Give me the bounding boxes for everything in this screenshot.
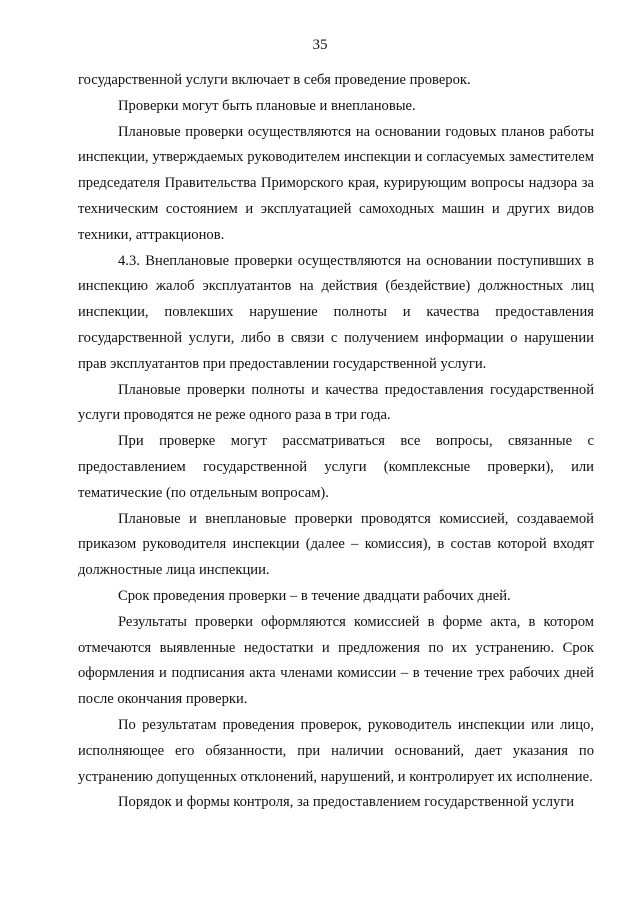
paragraph-inspection-types: Проверки могут быть плановые и внеплановые. <box>118 97 416 114</box>
paragraph-follow-up: По результатам проведения проверок, руководитель инспекции или лицо, исполняющее его обязанности, при наличии оснований, дает указания по устранению допущенных отклонений, нарушений, и контролирует их исполнение. <box>78 716 594 785</box>
paragraph-4-3-unplanned-inspections: 4.3. Внеплановые проверки осуществляются на основании поступивших в инспекцию жалоб эксплуатантов на действия (бездействие) должностных лиц инспекции, повлекших нарушение полноты и качества предоставления государственной услуги, либо в связи с получением информации о нарушении прав эксплуатантов при предоставлении государственной услуги. <box>78 252 594 372</box>
paragraph-inspection-scope: При проверке могут рассматриваться все вопросы, связанные с предоставлением государственной услуги (комплексные проверки), или тематические (по отдельным вопросам). <box>78 433 594 501</box>
paragraph-commission: Плановые и внеплановые проверки проводятся комиссией, создаваемой приказом руководителя инспекции (далее – комиссия), в состав которой входят должностные лица инспекции. <box>78 510 594 579</box>
paragraph-inspection-frequency: Плановые проверки полноты и качества предоставления государственной услуги проводятся не реже одного раза в три года. <box>78 381 594 424</box>
paragraph-continuation: государственной услуги включает в себя проведение проверок. <box>78 72 471 88</box>
paragraph-inspection-term: Срок проведения проверки – в течение двадцати рабочих дней. <box>118 587 511 604</box>
paragraph-planned-inspections: Плановые проверки осуществляются на основании годовых планов работы инспекции, утверждаемых руководителем инспекции и согласуемых заместителем председателя Правительства Приморского края, курирующим вопросы надзора за техническим состоянием и эксплуатацией самоходных машин и других видов техники, аттракционов. <box>78 123 594 243</box>
page-number: 35 <box>312 37 328 53</box>
paragraph-control-forms: Порядок и формы контроля, за предоставлением государственной услуги <box>118 794 575 811</box>
document-body <box>78 68 594 816</box>
paragraph-inspection-results: Результаты проверки оформляются комиссией в форме акта, в котором отмечаются выявленные недостатки и предложения по их устранению. Срок оформления и подписания акта членами комиссии – в течение трех рабочих дней после окончания проверки. <box>78 613 594 708</box>
